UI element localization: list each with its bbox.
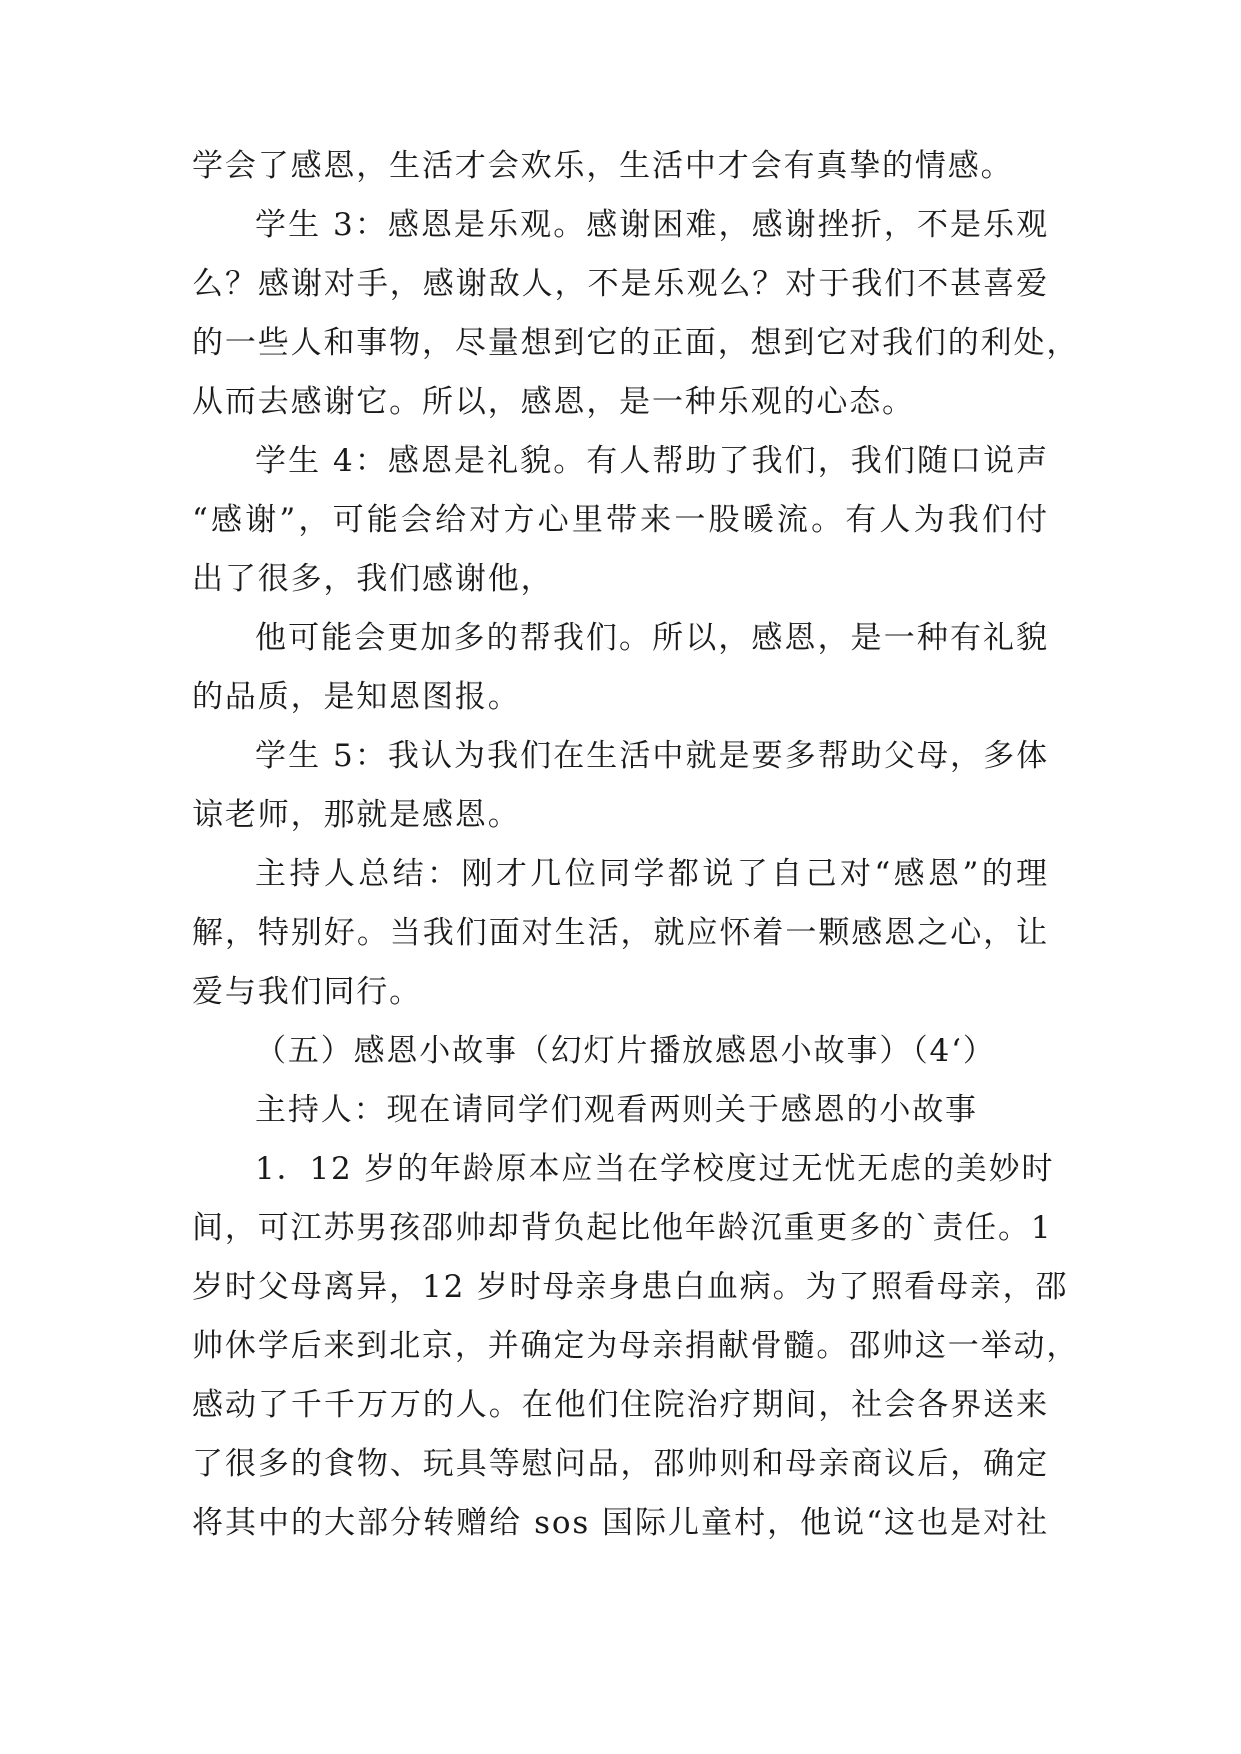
text-line: 他可能会更加多的帮我们。所以，感恩，是一种有礼貌: [255, 620, 1049, 656]
text-line: 的品质，是知恩图报。: [192, 679, 521, 715]
text-line: 学生 5：我认为我们在生活中就是要多帮助父母，多体: [255, 738, 1049, 774]
text-line: 的一些人和事物，尽量想到它的正面，想到它对我们的利处，: [192, 325, 1080, 361]
text-line: 岁时父母离异，12 岁时母亲身患白血病。为了照看母亲，邵: [192, 1269, 1069, 1305]
text-line: 爱与我们同行。: [192, 974, 423, 1010]
text-line: 从而去感谢它。所以，感恩，是一种乐观的心态。: [192, 384, 915, 420]
text-line: 1．12 岁的年龄原本应当在学校度过无忧无虑的美妙时: [255, 1151, 1055, 1187]
text-line: 谅老师，那就是感恩。: [192, 797, 521, 833]
text-line: 主持人总结：刚才几位同学都说了自己对“感恩”的理: [255, 856, 1049, 892]
text-line: 感动了千千万万的人。在他们住院治疗期间，社会各界送来: [192, 1387, 1049, 1423]
text-line: 主持人：现在请同学们观看两则关于感恩的小故事: [255, 1092, 978, 1128]
text-line: 出了很多，我们感谢他，: [192, 561, 554, 597]
text-line: （五）感恩小故事（幻灯片播放感恩小故事）（4‘）: [255, 1033, 996, 1069]
text-line: 间，可江苏男孩邵帅却背负起比他年龄沉重更多的`责任。1: [192, 1210, 1053, 1246]
text-line: 学会了感恩，生活才会欢乐，生活中才会有真挚的情感。: [192, 148, 1014, 184]
text-line: 帅休学后来到北京，并确定为母亲捐献骨髓。邵帅这一举动，: [192, 1328, 1080, 1364]
text-line: 么？感谢对手，感谢敌人，不是乐观么？对于我们不甚喜爱: [192, 266, 1049, 302]
text-line: 了很多的食物、玩具等慰问品，邵帅则和母亲商议后，确定: [192, 1446, 1049, 1482]
text-line: 学生 4：感恩是礼貌。有人帮助了我们，我们随口说声: [255, 443, 1049, 479]
text-line: 解，特别好。当我们面对生活，就应怀着一颗感恩之心，让: [192, 915, 1049, 951]
text-line: “感谢”，可能会给对方心里带来一股暖流。有人为我们付: [192, 502, 1049, 538]
text-line: 将其中的大部分转赠给 sos 国际儿童村，他说“这也是对社: [192, 1505, 1049, 1541]
text-line: 学生 3：感恩是乐观。感谢困难，感谢挫折，不是乐观: [255, 207, 1049, 243]
